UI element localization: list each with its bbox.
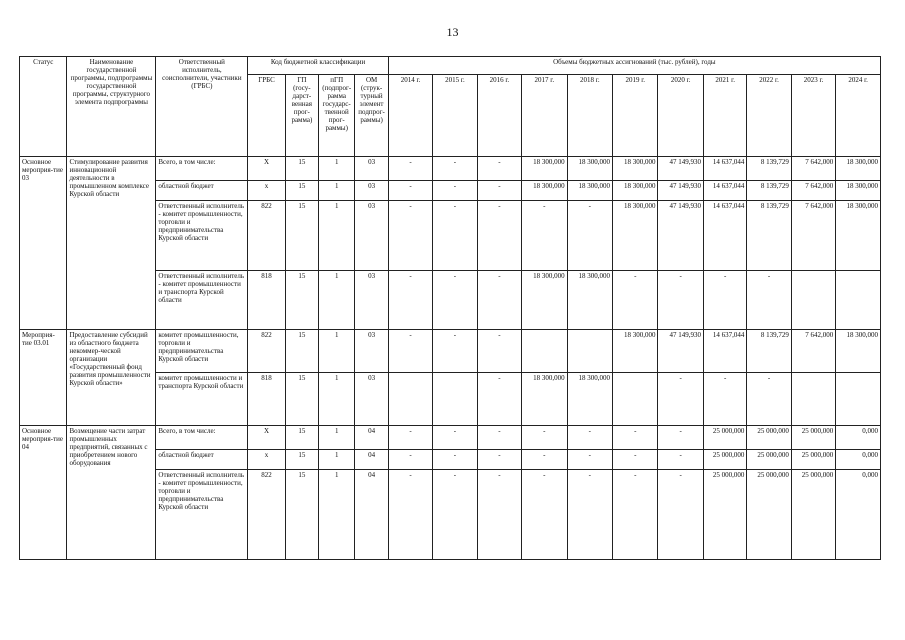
header-year: 2015 г. [433, 75, 477, 157]
row-executor: Ответственный исполнитель - комитет промышленности, торговли и предпринимательства Курской области [156, 470, 248, 560]
cell-amount: - [522, 426, 567, 450]
header-year: 2019 г. [613, 75, 658, 157]
budget-table [19, 56, 881, 560]
cell-amount: 14 637,044 [703, 201, 746, 271]
cell-amount: 25 000,000 [791, 426, 835, 450]
cell-grbs: 822 [248, 201, 285, 271]
cell-amount: - [388, 470, 432, 560]
cell-amount: 47 149,930 [658, 157, 703, 181]
row-status: Основное мероприя-тие 04 [20, 426, 67, 560]
cell-amount: 0,000 [836, 470, 881, 560]
cell-amount: 47 149,930 [658, 330, 703, 373]
cell-pgp: 1 [319, 373, 355, 426]
cell-amount: - [613, 271, 658, 330]
cell-amount [388, 373, 432, 426]
cell-amount: - [747, 271, 791, 330]
row-executor: Всего, в том числе: [156, 426, 248, 450]
cell-amount: - [567, 470, 612, 560]
cell-amount: 25 000,000 [703, 450, 746, 470]
cell-amount: - [658, 271, 703, 330]
cell-pgp: 1 [319, 426, 355, 450]
cell-amount [791, 373, 835, 426]
cell-amount: 25 000,000 [791, 450, 835, 470]
cell-amount: - [477, 330, 521, 373]
cell-amount: - [388, 271, 432, 330]
header-executor: Ответственный исполнитель, соисполнители, участники (ГРБС) [156, 57, 248, 157]
cell-amount: 14 637,044 [703, 181, 746, 201]
cell-amount: 18 300,000 [522, 181, 567, 201]
cell-amount: - [477, 181, 521, 201]
cell-amount: - [433, 470, 477, 560]
cell-amount: 25 000,000 [791, 470, 835, 560]
cell-amount: - [522, 450, 567, 470]
cell-gp: 15 [285, 271, 318, 330]
cell-amount [613, 373, 658, 426]
header-year: 2018 г. [567, 75, 612, 157]
cell-amount: 8 139,729 [747, 201, 791, 271]
cell-amount: - [477, 426, 521, 450]
cell-amount: 8 139,729 [747, 157, 791, 181]
cell-amount: 25 000,000 [747, 426, 791, 450]
cell-amount: - [567, 201, 612, 271]
cell-amount: - [703, 373, 746, 426]
cell-amount: - [477, 470, 521, 560]
header-grbs: ГРБС [248, 75, 285, 157]
cell-grbs: 822 [248, 470, 285, 560]
cell-amount: 18 300,000 [613, 330, 658, 373]
cell-amount: 18 300,000 [567, 373, 612, 426]
cell-amount: - [388, 201, 432, 271]
cell-amount: 47 149,930 [658, 201, 703, 271]
cell-om: 04 [355, 470, 388, 560]
cell-grbs: х [248, 450, 285, 470]
cell-amount: 7 642,000 [791, 157, 835, 181]
cell-amount: 18 300,000 [522, 157, 567, 181]
cell-amount: - [658, 426, 703, 450]
cell-amount: 0,000 [836, 426, 881, 450]
cell-amount: - [388, 426, 432, 450]
cell-amount: 25 000,000 [703, 426, 746, 450]
cell-amount: - [388, 450, 432, 470]
cell-amount: - [522, 201, 567, 271]
cell-amount: - [388, 330, 432, 373]
cell-amount: 8 139,729 [747, 181, 791, 201]
row-name: Стимулирование развития инновационной деятельности в промышленном комплексе Курской области [67, 157, 156, 330]
cell-amount: 47 149,930 [658, 181, 703, 201]
header-name: Наименование государственной программы, подпрограммы государственной программы, структурного элемента подпрограммы [67, 57, 156, 157]
cell-om: 04 [355, 426, 388, 450]
row-executor: областной бюджет [156, 181, 248, 201]
cell-amount: - [658, 470, 703, 560]
row-executor: Ответственный исполнитель - комитет промышленности и транспорта Курской области [156, 271, 248, 330]
header-year: 2016 г. [477, 75, 521, 157]
cell-amount [791, 271, 835, 330]
cell-amount [836, 373, 881, 426]
cell-amount: 18 300,000 [522, 271, 567, 330]
cell-pgp: 1 [319, 330, 355, 373]
cell-amount: - [433, 157, 477, 181]
cell-amount: - [433, 426, 477, 450]
cell-amount: - [477, 201, 521, 271]
cell-gp: 15 [285, 181, 318, 201]
cell-amount: 8 139,729 [747, 330, 791, 373]
cell-gp: 15 [285, 426, 318, 450]
table-row [20, 157, 881, 181]
header-status: Статус [20, 57, 67, 157]
table-row [20, 330, 881, 373]
header-year: 2017 г. [522, 75, 567, 157]
cell-amount: 25 000,000 [703, 470, 746, 560]
cell-amount: 7 642,000 [791, 201, 835, 271]
cell-gp: 15 [285, 201, 318, 271]
cell-amount: 25 000,000 [747, 470, 791, 560]
cell-pgp: 1 [319, 470, 355, 560]
cell-amount: - [658, 450, 703, 470]
cell-amount [522, 330, 567, 373]
cell-pgp: 1 [319, 450, 355, 470]
header-year: 2024 г. [836, 75, 881, 157]
cell-amount [567, 330, 612, 373]
cell-om: 03 [355, 330, 388, 373]
cell-amount: 7 642,000 [791, 181, 835, 201]
row-executor: комитет промышленности и транспорта Курской области [156, 373, 248, 426]
cell-pgp: 1 [319, 271, 355, 330]
header-volumes-group: Объемы бюджетных ассигнований (тыс. рублей), годы [388, 57, 880, 75]
cell-grbs: 818 [248, 373, 285, 426]
header-pgp: пГП (подпрог-рамма государс-твенной прог-раммы) [319, 75, 355, 157]
header-om: ОМ (струк-турный элемент подпрог-раммы) [355, 75, 388, 157]
cell-amount: 18 300,000 [836, 330, 881, 373]
cell-amount: 18 300,000 [522, 373, 567, 426]
cell-grbs: Х [248, 157, 285, 181]
cell-amount: 7 642,000 [791, 330, 835, 373]
header-year: 2023 г. [791, 75, 835, 157]
cell-gp: 15 [285, 157, 318, 181]
cell-amount: 14 637,044 [703, 330, 746, 373]
row-executor: Всего, в том числе: [156, 157, 248, 181]
cell-om: 03 [355, 201, 388, 271]
row-executor: комитет промышленности, торговли и предпринимательства Курской области [156, 330, 248, 373]
cell-pgp: 1 [319, 181, 355, 201]
cell-gp: 15 [285, 470, 318, 560]
row-executor: Ответственный исполнитель - комитет промышленности, торговли и предпринимательства Курской области [156, 201, 248, 271]
cell-amount: - [567, 426, 612, 450]
header-year: 2014 г. [388, 75, 432, 157]
cell-amount: - [613, 450, 658, 470]
cell-om: 03 [355, 181, 388, 201]
cell-amount: - [477, 271, 521, 330]
cell-amount: - [433, 181, 477, 201]
cell-amount: - [388, 181, 432, 201]
cell-amount: 18 300,000 [567, 157, 612, 181]
cell-amount: 18 300,000 [836, 201, 881, 271]
cell-amount: 18 300,000 [836, 181, 881, 201]
cell-amount: 18 300,000 [836, 157, 881, 181]
cell-pgp: 1 [319, 157, 355, 181]
cell-amount: 18 300,000 [613, 157, 658, 181]
header-year: 2021 г. [703, 75, 746, 157]
cell-amount: - [477, 157, 521, 181]
cell-grbs: 818 [248, 271, 285, 330]
cell-amount: - [388, 157, 432, 181]
cell-pgp: 1 [319, 201, 355, 271]
page-number: 13 [446, 25, 459, 39]
cell-gp: 15 [285, 330, 318, 373]
cell-amount: - [703, 271, 746, 330]
header-year: 2020 г. [658, 75, 703, 157]
cell-amount: 0,000 [836, 450, 881, 470]
cell-amount: - [658, 373, 703, 426]
cell-gp: 15 [285, 450, 318, 470]
cell-grbs: 822 [248, 330, 285, 373]
row-name: Предоставление субсидий из областного бюджета некоммер-ческой организации «Государственный фонд развития промышленности Курской области» [67, 330, 156, 426]
header-code-group: Код бюджетной классификации [248, 57, 388, 75]
cell-amount: 14 637,044 [703, 157, 746, 181]
cell-amount: - [433, 330, 477, 373]
cell-amount: - [613, 426, 658, 450]
cell-amount: - [477, 373, 521, 426]
cell-gp: 15 [285, 373, 318, 426]
cell-om: 03 [355, 271, 388, 330]
cell-amount: - [522, 470, 567, 560]
row-status: Основное мероприя-тие 03 [20, 157, 67, 330]
header-gp: ГП (госу-дарст-венная прог-рамма) [285, 75, 318, 157]
cell-amount: 25 000,000 [747, 450, 791, 470]
cell-amount: - [477, 450, 521, 470]
cell-amount: - [433, 271, 477, 330]
cell-amount: 18 300,000 [567, 271, 612, 330]
cell-amount [836, 271, 881, 330]
table-body [20, 157, 881, 560]
cell-amount: - [433, 201, 477, 271]
cell-grbs: х [248, 181, 285, 201]
row-status: Мероприя-тие 03.01 [20, 330, 67, 426]
cell-om: 04 [355, 450, 388, 470]
cell-amount: - [567, 450, 612, 470]
cell-om: 03 [355, 157, 388, 181]
row-executor: областной бюджет [156, 450, 248, 470]
cell-amount: - [747, 373, 791, 426]
cell-amount [433, 373, 477, 426]
table-row [20, 426, 881, 450]
cell-amount: - [433, 450, 477, 470]
header-year: 2022 г. [747, 75, 791, 157]
cell-amount: 18 300,000 [567, 181, 612, 201]
cell-amount: 18 300,000 [613, 181, 658, 201]
row-name: Возмещение части затрат промышленных предприятий, связанных с приобретением нового оборудования [67, 426, 156, 560]
cell-grbs: Х [248, 426, 285, 450]
cell-amount: - [613, 470, 658, 560]
cell-om: 03 [355, 373, 388, 426]
cell-amount: 18 300,000 [613, 201, 658, 271]
